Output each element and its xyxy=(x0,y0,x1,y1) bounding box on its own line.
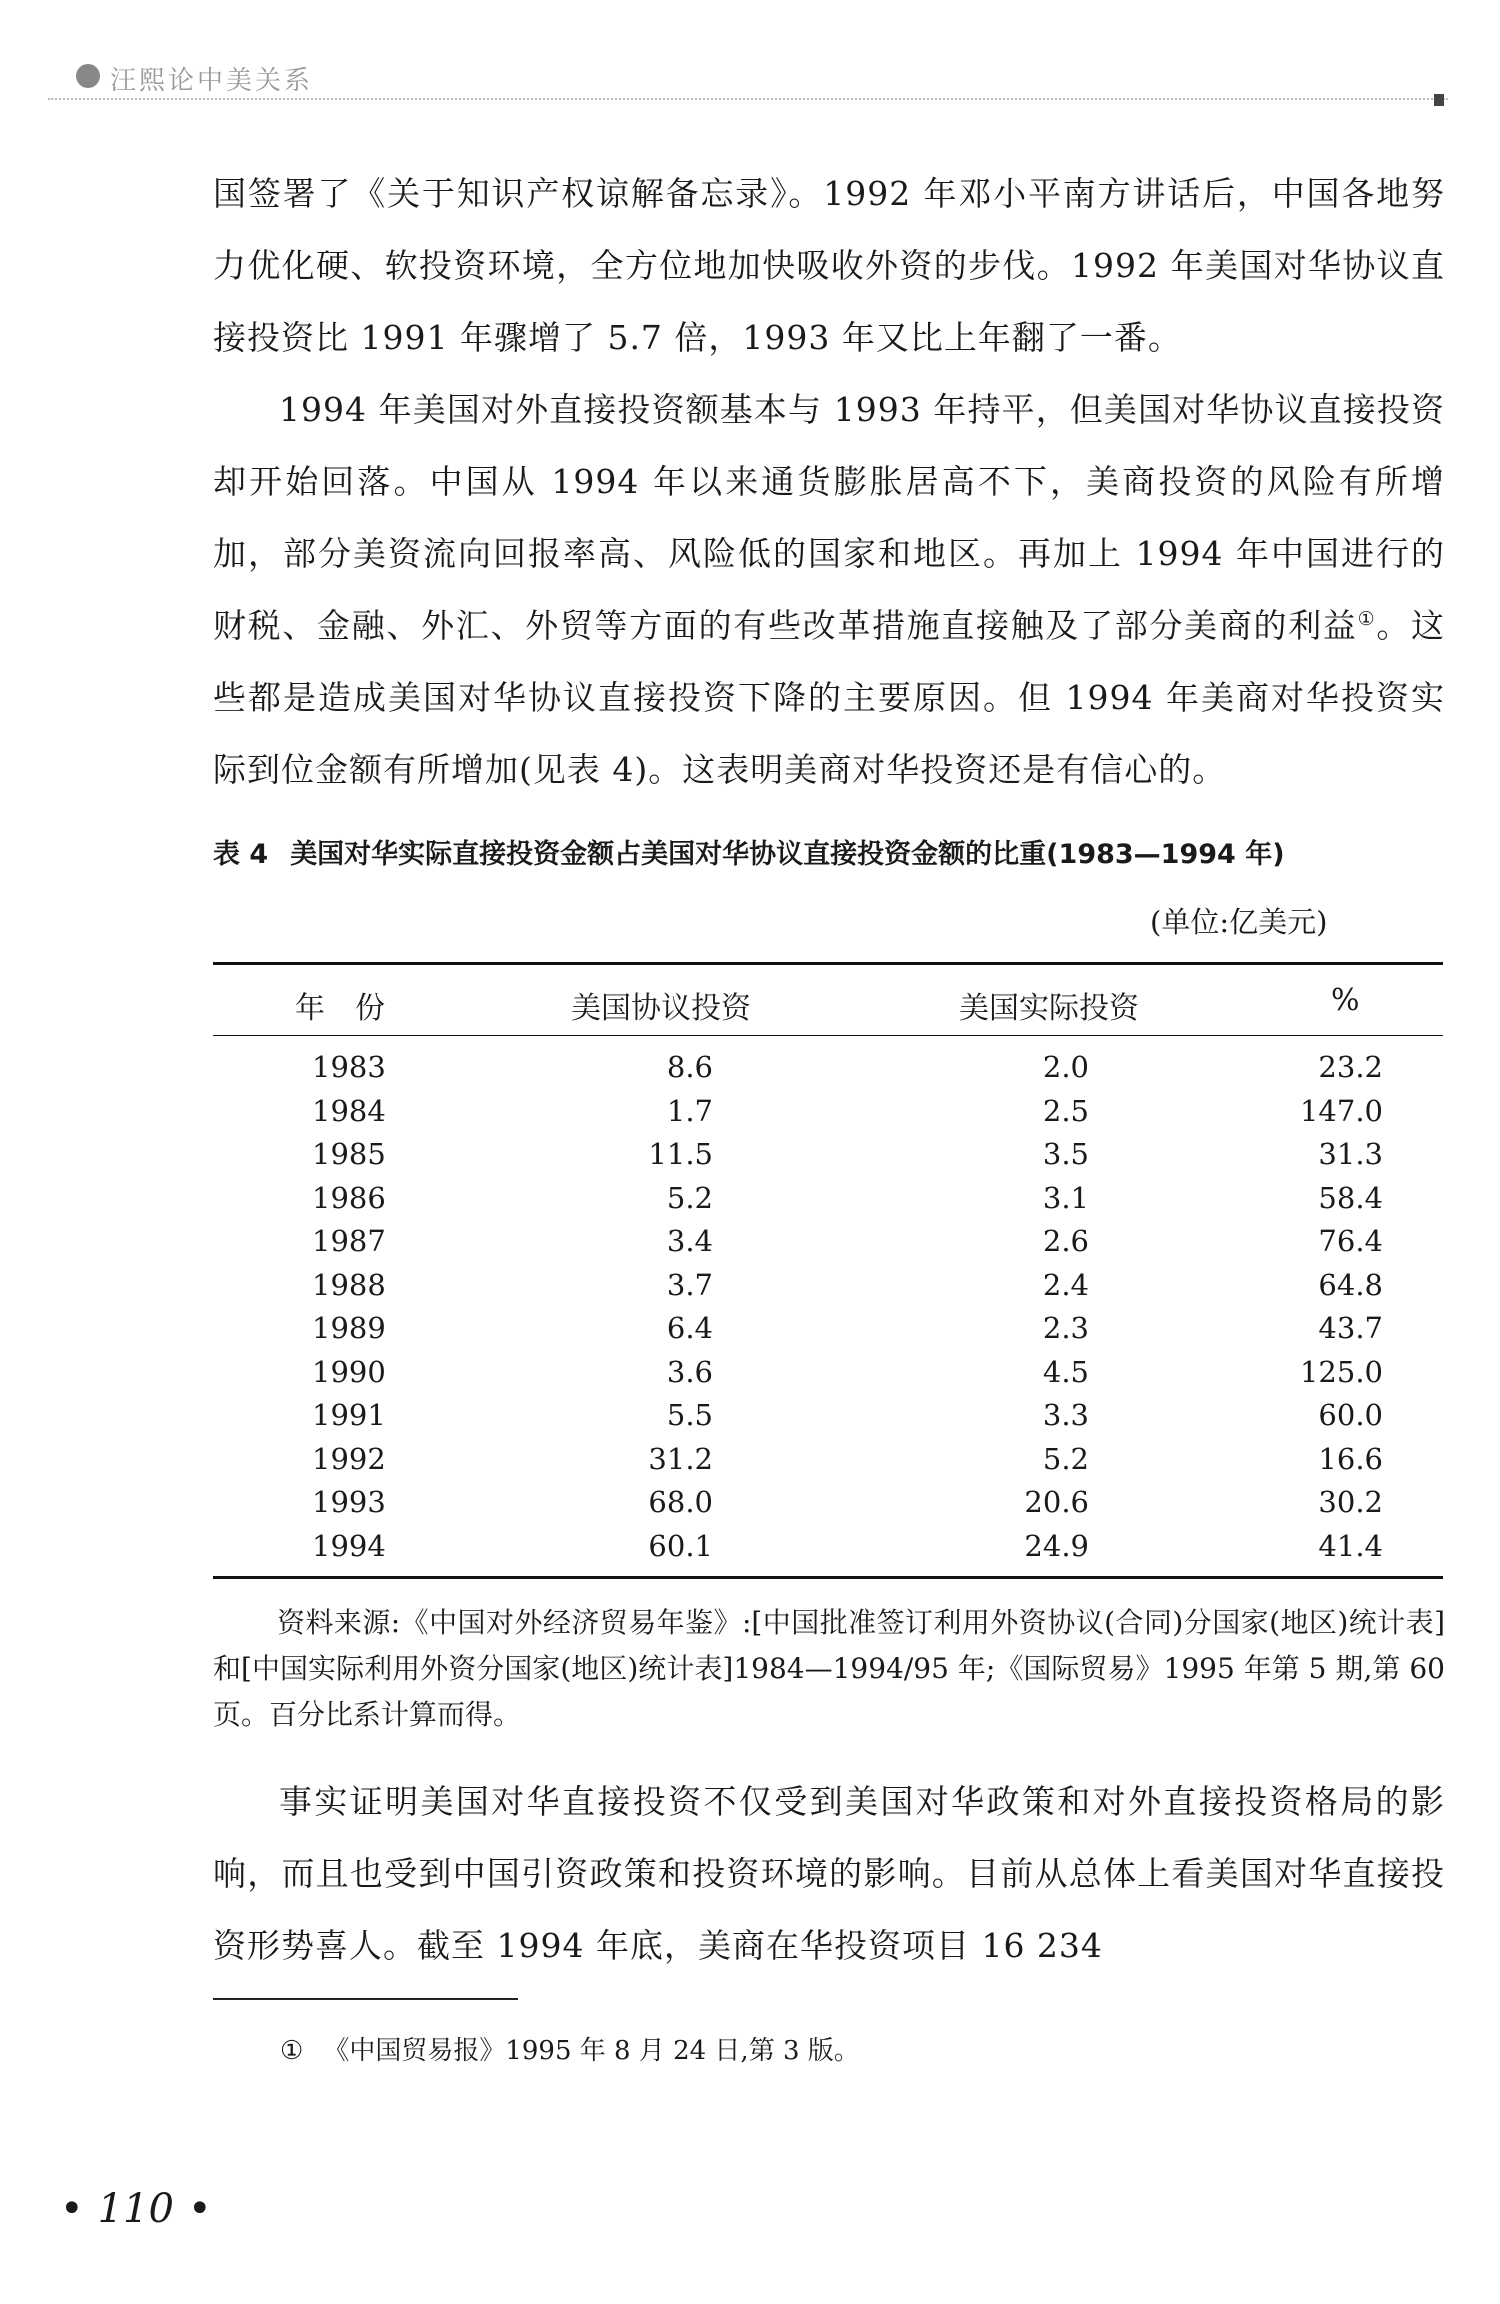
paragraph-1: 国签署了《关于知识产权谅解备忘录》。1992 年邓小平南方讲话后，中国各地努力优化硬、软投资环境，全方位地加快吸收外资的步伐。1992 年美国对华协议直接投资比 1991 年骤增了 5.7 倍，1993 年又比上年翻了一番。 xyxy=(213,174,1445,357)
table-row xyxy=(213,1479,1443,1523)
table-unit: (单位:亿美元) xyxy=(1150,905,1328,939)
table-body xyxy=(213,1036,1443,1576)
page-dot-right: • xyxy=(187,2186,212,2232)
cell-agreed: 3.7 xyxy=(666,1267,713,1302)
cell-actual: 2.5 xyxy=(1042,1093,1089,1128)
header-title: 汪熙论中美关系 xyxy=(110,66,314,96)
page-number-value: 110 xyxy=(97,2186,174,2232)
cell-pct: 125.0 xyxy=(1299,1354,1383,1389)
paragraph-2 xyxy=(213,374,1445,806)
cell-year: 1994 xyxy=(312,1528,386,1563)
header-year: 年 份 xyxy=(295,991,385,1026)
cell-actual: 3.5 xyxy=(1042,1137,1089,1171)
table-source xyxy=(213,1600,1445,1738)
cell-agreed: 11.5 xyxy=(648,1137,713,1171)
cell-year: 1983 xyxy=(312,1050,386,1084)
paragraph-2-part-b: 。这些都是造成美国对华协议直接投资下降的主要原因。但 1994 年美商对华投资实际到位金额有所增加(见表 4)。这表明美商对华投资还是有信心的。 xyxy=(213,606,1445,789)
cell-actual: 2.3 xyxy=(1042,1311,1089,1345)
cell-year: 1991 xyxy=(312,1398,386,1432)
header-rule xyxy=(48,98,1448,100)
cell-pct: 41.4 xyxy=(1318,1528,1383,1563)
cell-actual: 4.5 xyxy=(1042,1354,1089,1389)
table-row xyxy=(213,1523,1443,1567)
cell-year: 1987 xyxy=(312,1224,386,1258)
table-row xyxy=(213,1131,1443,1175)
header-bullet-icon xyxy=(76,64,100,88)
running-header xyxy=(48,58,1448,98)
cell-agreed: 1.7 xyxy=(666,1093,713,1128)
footnote-text: 《中国贸易报》1995 年 8 月 24 日,第 3 版。 xyxy=(323,2036,860,2066)
cell-agreed: 3.6 xyxy=(666,1354,713,1389)
table-caption xyxy=(213,832,1453,871)
investment-table xyxy=(213,962,1443,1579)
cell-agreed: 5.2 xyxy=(666,1180,713,1215)
cell-pct: 60.0 xyxy=(1318,1398,1383,1432)
table-header-row xyxy=(213,965,1443,1035)
cell-pct: 31.3 xyxy=(1318,1137,1383,1171)
cell-actual: 2.6 xyxy=(1042,1224,1089,1258)
cell-year: 1992 xyxy=(312,1441,386,1476)
cell-actual: 3.1 xyxy=(1042,1180,1089,1215)
cell-agreed: 8.6 xyxy=(666,1050,713,1084)
cell-agreed: 3.4 xyxy=(666,1224,713,1258)
table-row xyxy=(213,1044,1443,1088)
cell-agreed: 60.1 xyxy=(648,1528,713,1563)
cell-agreed: 68.0 xyxy=(648,1485,713,1519)
table-row xyxy=(213,1392,1443,1436)
footnote-rule xyxy=(213,1998,518,2000)
cell-year: 1989 xyxy=(312,1311,386,1345)
cell-pct: 16.6 xyxy=(1318,1441,1383,1476)
cell-pct: 30.2 xyxy=(1318,1485,1383,1519)
footnote xyxy=(280,2030,860,2067)
table-source-text: 资料来源:《中国对外经济贸易年鉴》:[中国批准签订利用外资协议(合同)分国家(地区)统计表]和[中国实际利用外资分国家(地区)统计表]1984—1994/95 年;《国际贸易》1995 年第 5 期,第 60 页。百分比系计算而得。 xyxy=(213,1606,1445,1731)
cell-pct: 58.4 xyxy=(1318,1180,1383,1215)
paragraph-2-part-a: 1994 年美国对外直接投资额基本与 1993 年持平，但美国对华协议直接投资却开始回落。中国从 1994 年以来通货膨胀居高不下，美商投资的风险有所增加，部分美资流向回报率高、风险低的国家和地区。再加上 1994 年中国进行的财税、金融、外汇、外贸等方面的有些改革措施直接触及了部分美商的利益 xyxy=(213,390,1445,645)
corner-mark xyxy=(1434,94,1444,106)
cell-year: 1985 xyxy=(312,1137,386,1171)
cell-year: 1984 xyxy=(312,1093,386,1128)
cell-actual: 5.2 xyxy=(1042,1441,1089,1476)
cell-actual: 3.3 xyxy=(1042,1398,1089,1432)
cell-agreed: 5.5 xyxy=(666,1398,713,1432)
cell-year: 1986 xyxy=(312,1180,386,1215)
cell-year: 1988 xyxy=(312,1267,386,1302)
cell-pct: 147.0 xyxy=(1299,1093,1383,1128)
cell-pct: 76.4 xyxy=(1318,1224,1383,1258)
cell-actual: 20.6 xyxy=(1024,1485,1089,1519)
table-row xyxy=(213,1436,1443,1480)
table-row xyxy=(213,1349,1443,1393)
table-label: 表 4 xyxy=(213,839,269,870)
table-row xyxy=(213,1088,1443,1132)
cell-year: 1993 xyxy=(312,1485,386,1519)
cell-actual: 2.4 xyxy=(1042,1267,1089,1302)
page-dot-left: • xyxy=(60,2186,84,2232)
table-row xyxy=(213,1175,1443,1219)
cell-year: 1990 xyxy=(312,1354,386,1389)
cell-pct: 64.8 xyxy=(1318,1267,1383,1302)
cell-pct: 23.2 xyxy=(1318,1050,1383,1084)
cell-actual: 2.0 xyxy=(1042,1050,1089,1084)
cell-agreed: 6.4 xyxy=(666,1311,713,1345)
table-bottom-rule xyxy=(213,1576,1443,1579)
page-number xyxy=(46,2186,226,2232)
table-row xyxy=(213,1262,1443,1306)
footnote-ref[interactable]: ① xyxy=(1357,608,1377,630)
cell-pct: 43.7 xyxy=(1318,1311,1383,1345)
footnote-mark: ① xyxy=(280,2036,304,2066)
cell-agreed: 31.2 xyxy=(648,1441,713,1476)
table-row xyxy=(213,1305,1443,1349)
table-title: 美国对华实际直接投资金额占美国对华协议直接投资金额的比重(1983—1994 年) xyxy=(290,839,1285,870)
header-pct: % xyxy=(1331,983,1360,1018)
header-agreed: 美国协议投资 xyxy=(571,991,751,1026)
paragraph-3: 事实证明美国对华直接投资不仅受到美国对华政策和对外直接投资格局的影响，而且也受到中国引资政策和投资环境的影响。目前从总体上看美国对华直接投资形势喜人。截至 1994 年底，美商在华投资项目 16 234 xyxy=(213,1782,1445,1965)
header-actual: 美国实际投资 xyxy=(959,991,1139,1026)
table-row xyxy=(213,1218,1443,1262)
cell-actual: 24.9 xyxy=(1024,1528,1089,1563)
